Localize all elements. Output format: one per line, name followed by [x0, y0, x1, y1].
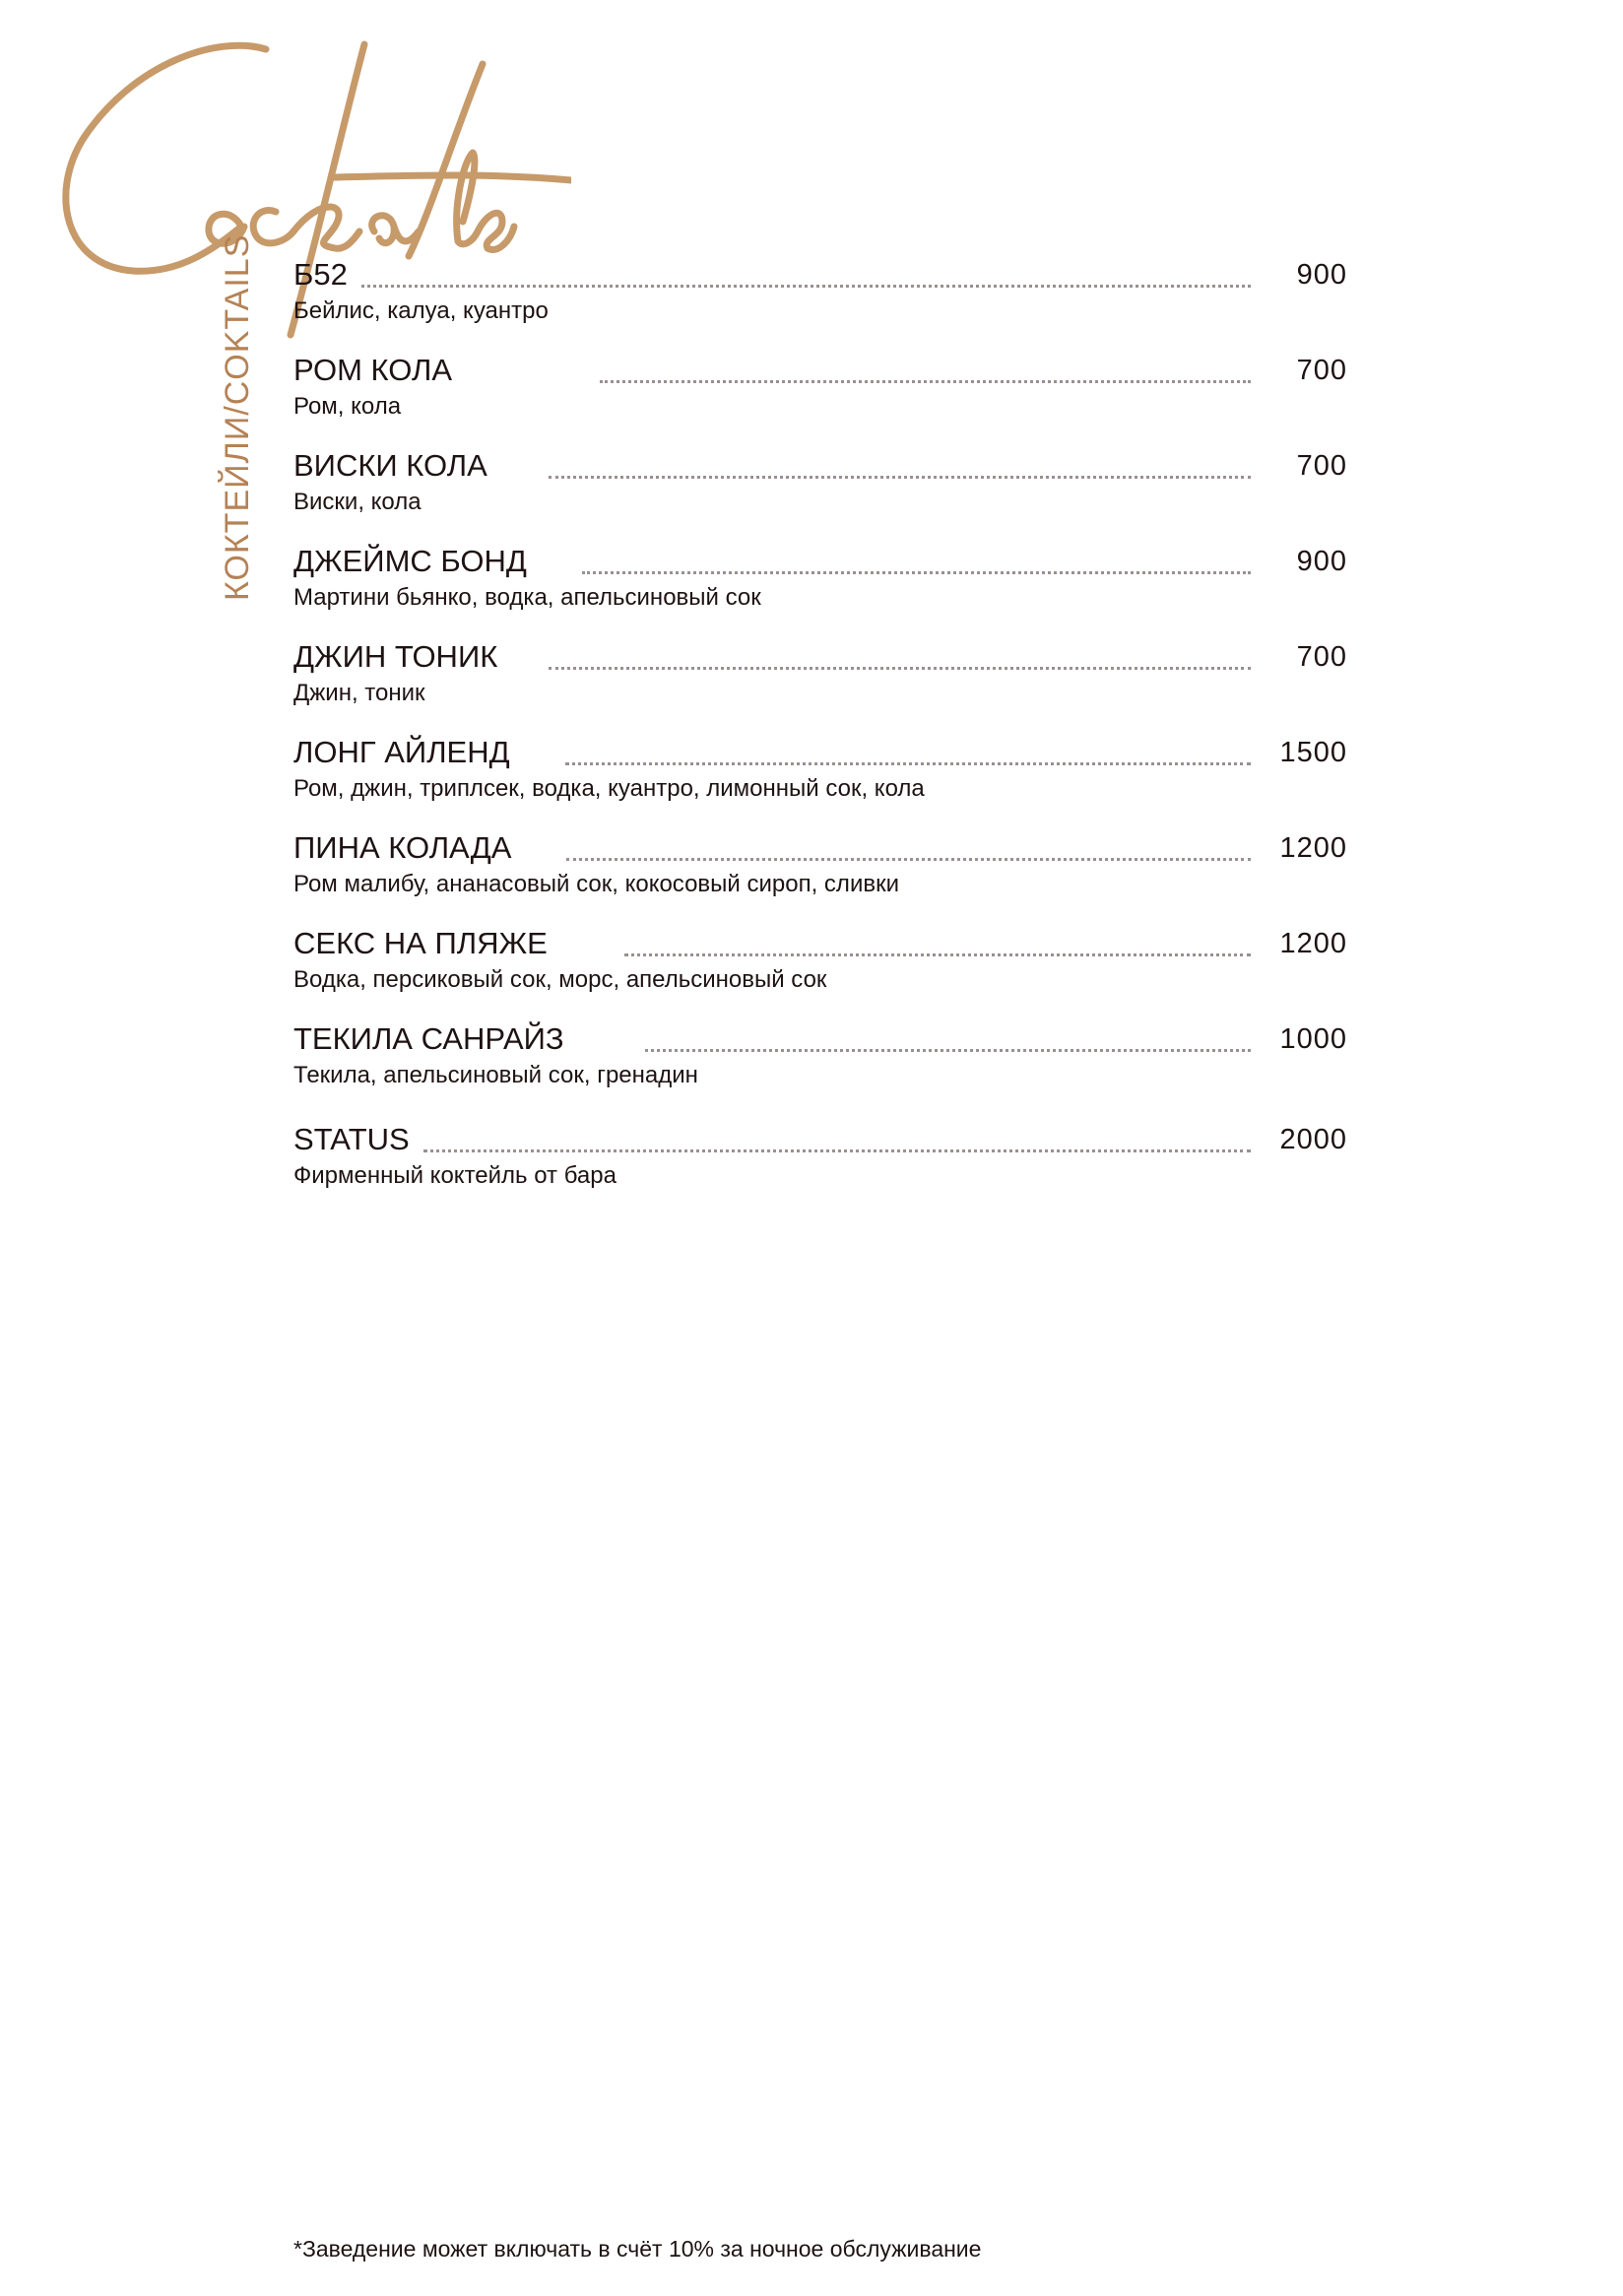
- item-price: 2000: [1279, 1124, 1347, 1155]
- item-description: Водка, персиковый сок, морс, апельсиновый сок: [293, 966, 827, 993]
- service-charge-footnote: *Заведение может включать в счёт 10% за ночное обслуживание: [293, 2236, 982, 2262]
- menu-item: [293, 437, 1347, 516]
- item-description: Текила, апельсиновый сок, гренадин: [293, 1062, 698, 1088]
- item-price: 1200: [1279, 832, 1347, 864]
- item-name: ДЖИН ТОНИК: [293, 639, 498, 674]
- item-name: Б52: [293, 257, 348, 292]
- item-description: Мартини бьянко, водка, апельсиновый сок: [293, 584, 761, 611]
- menu-item: [293, 1011, 1347, 1089]
- item-description: Виски, кола: [293, 489, 422, 515]
- dotted-leader: [423, 1149, 1251, 1152]
- item-name: ТЕКИЛА САНРАЙЗ: [293, 1021, 564, 1056]
- item-name: СЕКС НА ПЛЯЖЕ: [293, 926, 548, 960]
- side-section-label: КОКТЕЙЛИ/COKTAILS: [219, 233, 256, 601]
- item-name: ВИСКИ КОЛА: [293, 448, 487, 483]
- item-price: 1500: [1279, 737, 1347, 768]
- item-price: 700: [1296, 450, 1347, 482]
- dotted-leader: [361, 285, 1251, 288]
- item-price: 1200: [1279, 928, 1347, 959]
- item-price: 900: [1296, 546, 1347, 577]
- item-name: ЛОНГ АЙЛЕНД: [293, 735, 510, 769]
- menu-item: [293, 915, 1347, 994]
- item-price: 900: [1296, 259, 1347, 291]
- menu-item: [293, 246, 1347, 325]
- item-description: Фирменный коктейль от бара: [293, 1162, 617, 1189]
- menu-item: [293, 533, 1347, 612]
- dotted-leader: [645, 1049, 1251, 1052]
- item-description: Джин, тоник: [293, 680, 425, 706]
- item-price: 700: [1296, 641, 1347, 673]
- dotted-leader: [549, 476, 1251, 479]
- item-name: ДЖЕЙМС БОНД: [293, 544, 527, 578]
- item-name: РОМ КОЛА: [293, 353, 453, 387]
- dotted-leader: [624, 953, 1251, 956]
- item-description: Ром, кола: [293, 393, 402, 420]
- menu-item: [293, 1111, 1347, 1190]
- menu-item: [293, 628, 1347, 707]
- item-description: Ром малибу, ананасовый сок, кокосовый сироп, сливки: [293, 871, 899, 897]
- dotted-leader: [549, 667, 1251, 670]
- item-name: ПИНА КОЛАДА: [293, 830, 512, 865]
- item-price: 1000: [1279, 1023, 1347, 1055]
- menu-item: [293, 724, 1347, 803]
- item-description: Ром, джин, триплсек, водка, куантро, лимонный сок, кола: [293, 775, 925, 802]
- dotted-leader: [566, 858, 1251, 861]
- dotted-leader: [565, 762, 1251, 765]
- dotted-leader: [600, 380, 1251, 383]
- item-price: 700: [1296, 355, 1347, 386]
- item-description: Бейлис, калуа, куантро: [293, 297, 549, 324]
- item-name: STATUS: [293, 1122, 410, 1156]
- cocktail-menu-list: [293, 246, 1347, 1190]
- menu-item: [293, 820, 1347, 898]
- dotted-leader: [582, 571, 1251, 574]
- menu-item: [293, 342, 1347, 421]
